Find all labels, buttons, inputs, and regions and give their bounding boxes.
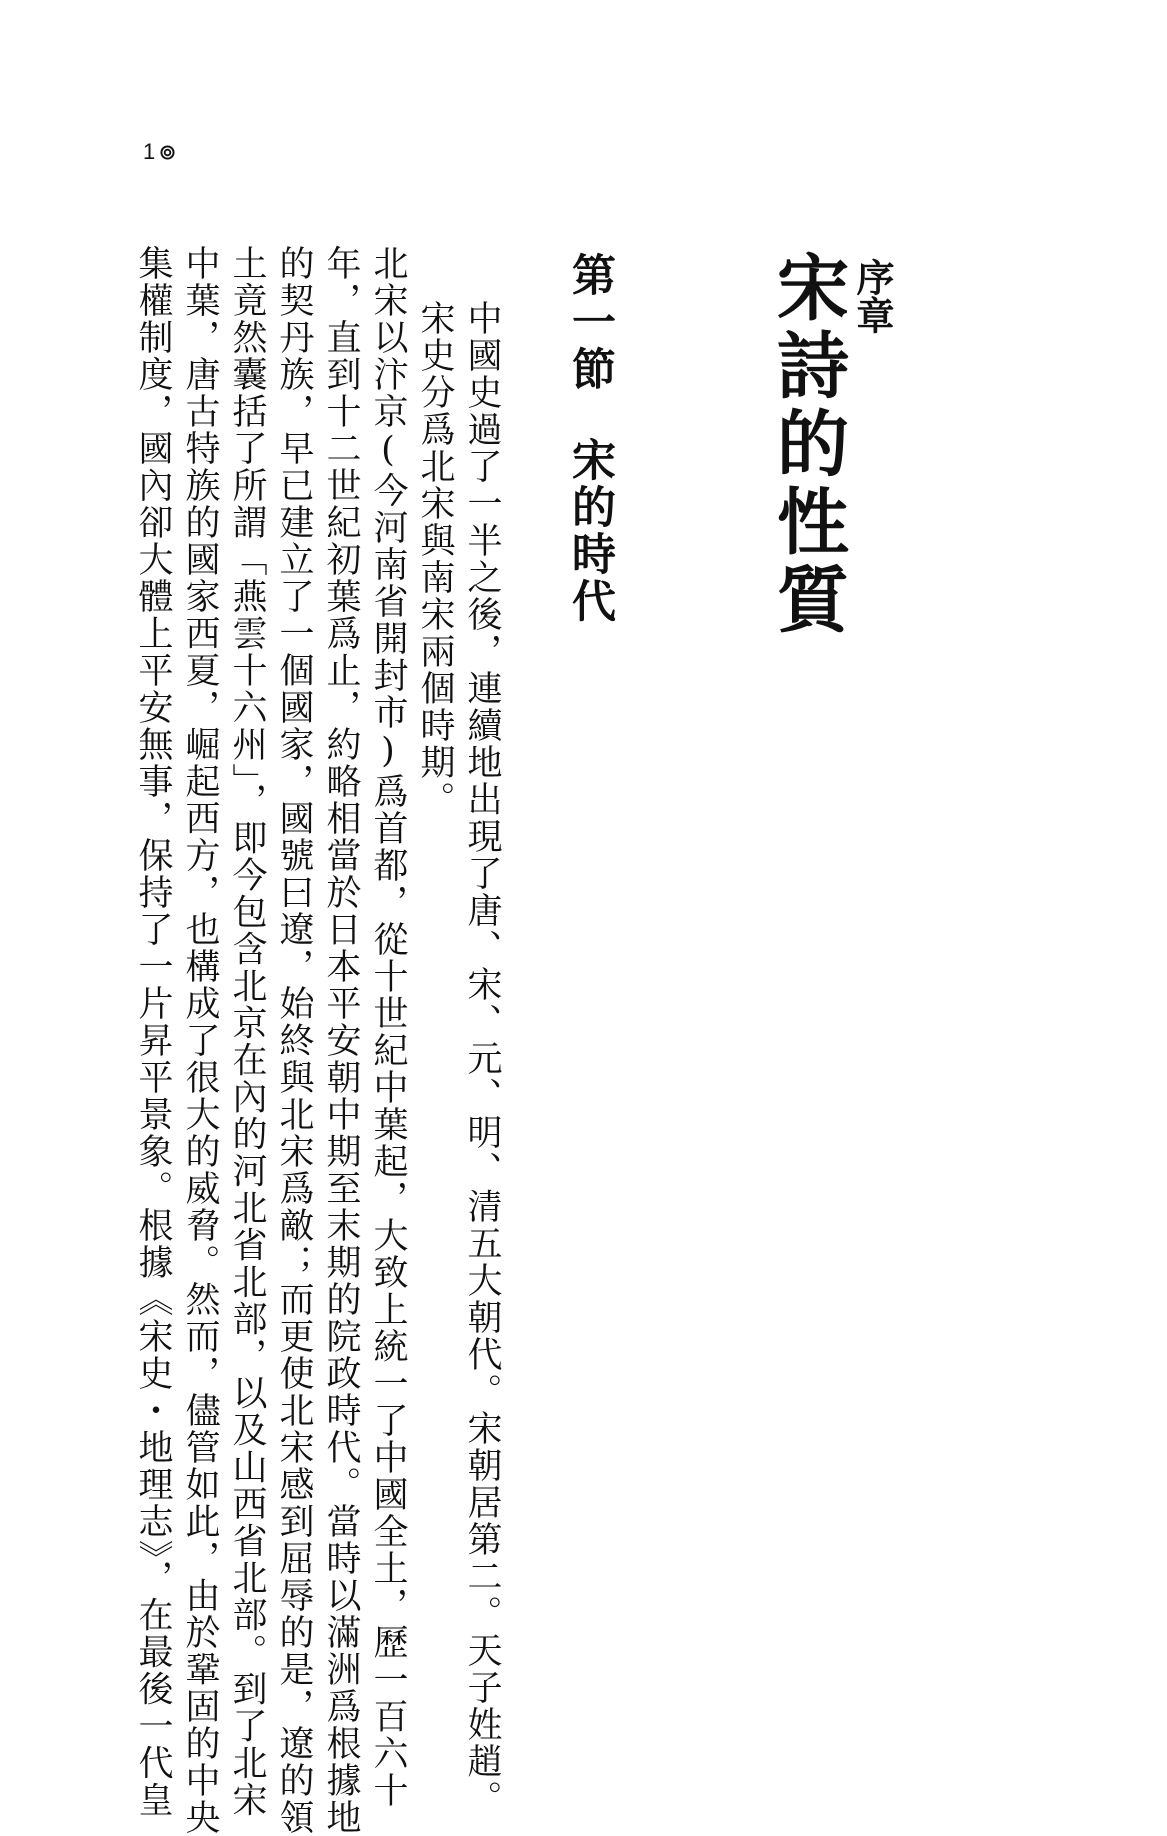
body-line-4: 年，直到十二世紀初葉爲止，約略相當於日本平安朝中期至末期的院政時代。當時以滿洲爲根據地 bbox=[321, 245, 361, 1836]
section-title: 宋的時代 bbox=[564, 437, 615, 625]
section-heading bbox=[557, 252, 621, 625]
double-circle-icon bbox=[160, 145, 175, 160]
chapter-label: 序章 bbox=[850, 258, 894, 334]
body-line-3: 北宋以汴京(今河南省開封市)爲首都，從十世紀中葉起，大致上統一了中國全土，歷一百六十 bbox=[368, 245, 408, 1809]
page-number bbox=[143, 141, 175, 163]
body-line-7: 中葉，唐古特族的國家西夏，崛起西方，也構成了很大的威脅。然而，儘管如此，由於鞏固的中央 bbox=[180, 245, 220, 1836]
body-line-6: 土竟然囊括了所謂「燕雲十六州」，即今包含北京在內的河北省北部，以及山西省北部。到了北宋 bbox=[227, 245, 267, 1819]
body-line-1: 中國史過了一半之後，連續地出現了唐、宋、元、明、清五大朝代。宋朝居第二。天子姓趙。 bbox=[462, 300, 502, 1817]
body-line-5: 的契丹族，早已建立了一個國家，國號曰遼，始終與北宋爲敵；而更使北宋感到屈辱的是，遼的領 bbox=[274, 245, 314, 1836]
page-number-text: 1 bbox=[143, 139, 156, 164]
section-number: 第一節 bbox=[564, 252, 615, 393]
body-line-2: 宋史分爲北宋與南宋兩個時期。 bbox=[415, 300, 455, 818]
chapter-title: 宋詩的性質 bbox=[765, 250, 850, 640]
body-line-8: 集權制度，國內卻大體上平安無事，保持了一片昇平景象。根據《宋史・地理志》，在最後一代皇 bbox=[133, 245, 173, 1819]
